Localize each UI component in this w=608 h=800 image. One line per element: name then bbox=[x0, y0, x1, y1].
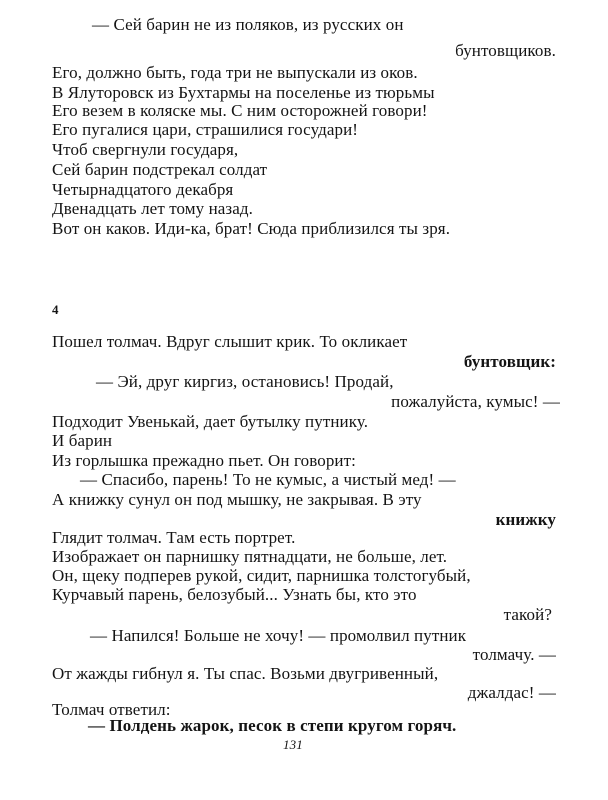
poem-line: Его пугалися цари, страшилися государи! bbox=[52, 120, 359, 139]
poem-line: Вот он каков. Иди-ка, брат! Сюда приблизился ты зря. bbox=[52, 219, 451, 238]
poem-line: От жажды гибнул я. Ты спас. Возьми двугривенный, bbox=[52, 664, 439, 683]
poem-line-continuation: бунтовщиков. bbox=[455, 41, 556, 60]
poem-line: — Полдень жарок, песок в степи кругом горяч. bbox=[88, 716, 457, 735]
poem-line: В Ялуторовск из Бухтармы на поселенье из тюрьмы bbox=[52, 83, 435, 102]
poem-line-continuation: такой? bbox=[503, 605, 552, 624]
page-number: 131 bbox=[283, 737, 303, 752]
poem-line: Он, щеку подперев рукой, сидит, парнишка толстогубый, bbox=[52, 566, 471, 585]
poem-line: Изображает он парнишку пятнадцати, не больше, лет. bbox=[52, 547, 448, 566]
poem-line-continuation: толмачу. — bbox=[472, 645, 556, 664]
poem-line: Пошел толмач. Вдруг слышит крик. То окликает bbox=[52, 332, 408, 351]
poem-line: Чтоб свергнули государя, bbox=[52, 140, 239, 159]
poem-line: Двенадцать лет тому назад. bbox=[52, 199, 253, 218]
poem-line-continuation: бунтовщик: bbox=[463, 352, 556, 371]
poem-line: — Сей барин не из поляков, из русских он bbox=[92, 15, 404, 34]
poem-line: Курчавый парень, белозубый... Узнать бы, кто это bbox=[52, 585, 417, 604]
poem-line-continuation: пожалуйста, кумыс! — bbox=[391, 392, 560, 411]
poem-line: Сей барин подстрекал солдат bbox=[52, 160, 268, 179]
poem-line: — Напился! Больше не хочу! — промолвил путник bbox=[90, 626, 467, 645]
poem-line: Четырнадцатого декабря bbox=[52, 180, 234, 199]
section-number: 4 bbox=[52, 302, 59, 317]
poem-line-continuation: джалдас! — bbox=[467, 683, 556, 702]
poem-line: Его, должно быть, года три не выпускали из оков. bbox=[52, 63, 418, 82]
poem-line-continuation: книжку bbox=[495, 510, 556, 529]
poem-line: Его везем в коляске мы. С ним осторожней говори! bbox=[52, 101, 428, 120]
poem-line: Из горлышка прежадно пьет. Он говорит: bbox=[52, 451, 356, 470]
poem-line: И барин bbox=[52, 431, 113, 450]
poem-line: А книжку сунул он под мышку, не закрывая. В эту bbox=[52, 490, 422, 509]
poem-line: — Спасибо, парень! То не кумыс, а чистый мед! — bbox=[80, 470, 456, 489]
poem-line: — Эй, друг киргиз, остановись! Продай, bbox=[96, 372, 394, 391]
poem-line: Глядит толмач. Там есть портрет. bbox=[52, 528, 296, 547]
poem-line: Подходит Увенькай, дает бутылку путнику. bbox=[52, 412, 369, 431]
poem-line: Толмач ответил: bbox=[52, 700, 171, 719]
